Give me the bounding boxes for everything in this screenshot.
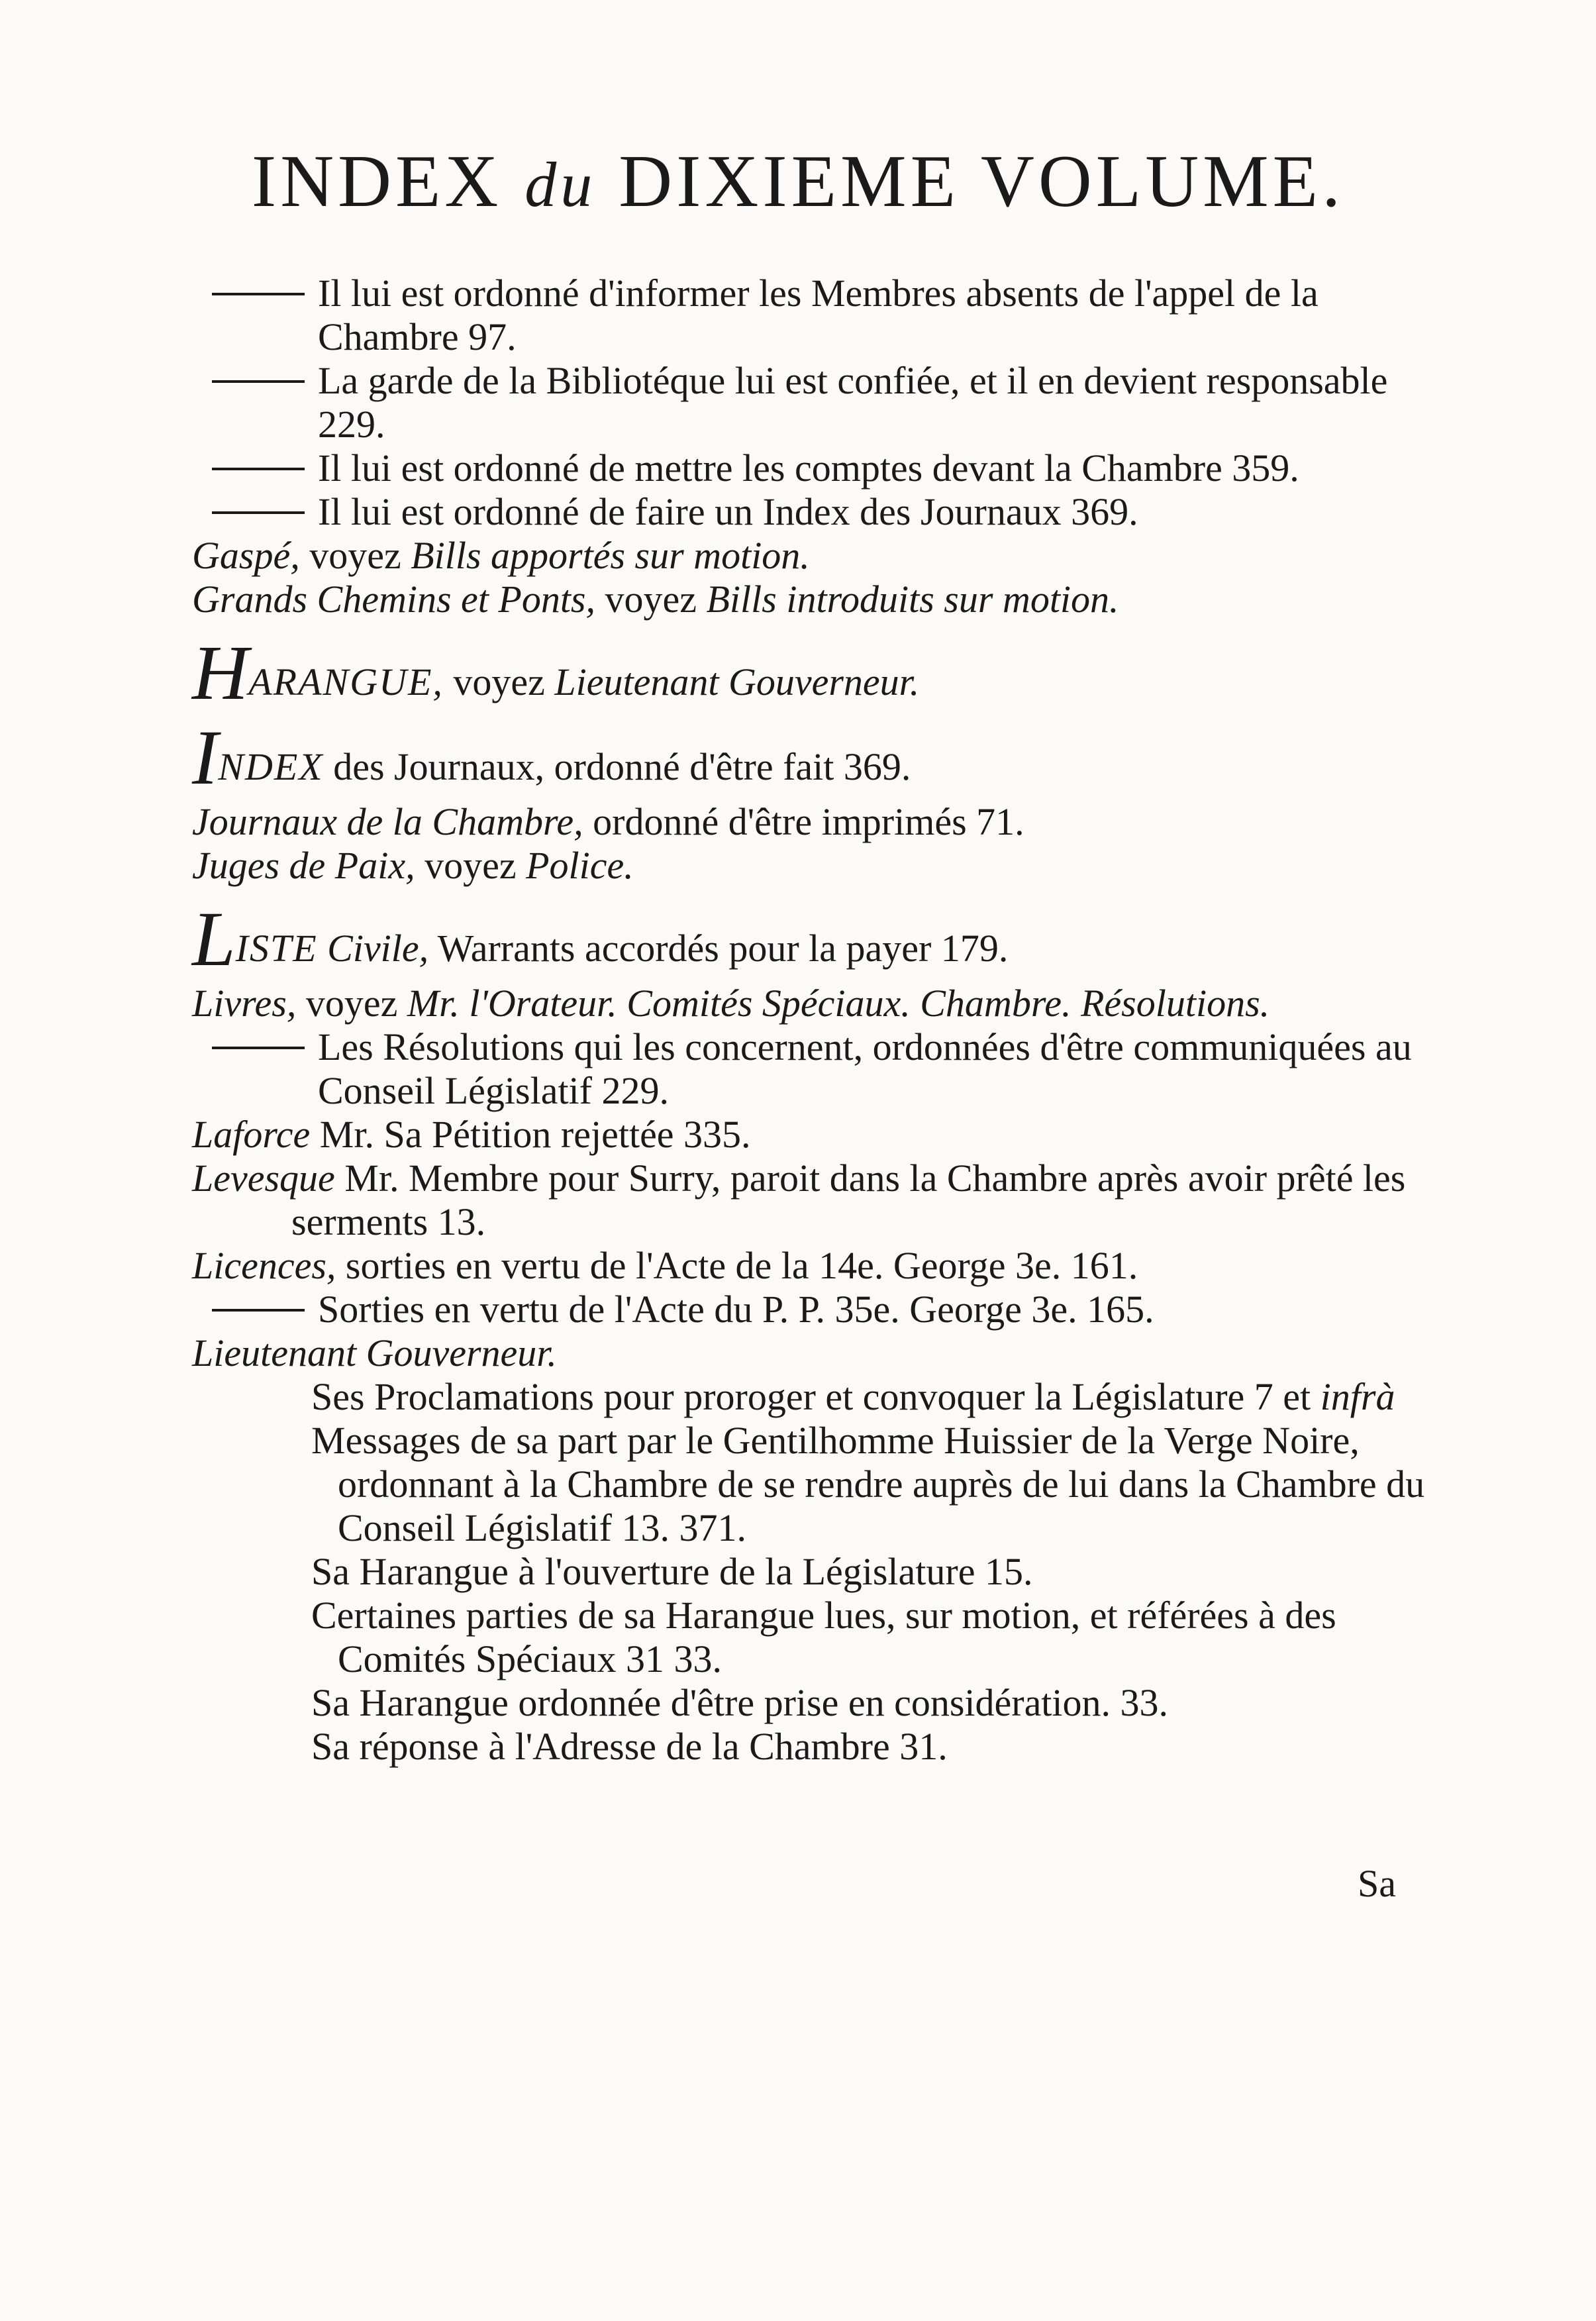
entry-text: Il lui est ordonné de mettre les comptes devant la Chambre 359. (318, 446, 1299, 490)
entry-text: Sa Harangue à l'ouverture de la Législature 15. (311, 1550, 1033, 1593)
entry-italic: infrà (1320, 1375, 1395, 1418)
title-du: du (524, 149, 597, 220)
entry-voyez: voyez (299, 534, 411, 577)
entry-reference: Police. (526, 844, 634, 887)
index-subentry (192, 272, 1450, 359)
entry-keyword: Laforce (192, 1113, 311, 1156)
entry-text: Les Résolutions qui les concernent, ordonnées d'être communiquées au Conseil Législatif 229. (318, 1025, 1412, 1112)
index-entry-liste-civile (192, 896, 1450, 982)
entry-keyword: Grands Chemins et Ponts, (192, 578, 595, 621)
entry-text: La garde de la Bibliotéque lui est confiée, et il en devient responsable 229. (318, 359, 1388, 446)
entry-keyword: NDEX (218, 745, 324, 788)
entry-keyword: Gaspé, (192, 534, 300, 577)
index-subentry (192, 359, 1450, 446)
index-subentry (192, 1288, 1450, 1331)
entry-text: sorties en vertu de l'Acte de la 14e. George 3e. 161. (336, 1244, 1138, 1287)
entry-keyword: Journaux de la Chambre, (192, 800, 583, 843)
entry-text: Sa réponse à l'Adresse de la Chambre 31. (311, 1725, 948, 1768)
index-entry-grands-chemins (192, 578, 1450, 621)
index-subentry (192, 1419, 1450, 1550)
entry-text: Warrants accordés pour la payer 179. (428, 927, 1009, 970)
page-title (0, 139, 1596, 225)
title-index: INDEX (251, 140, 503, 223)
entry-text: Sorties en vertu de l'Acte du P. P. 35e. George 3e. 165. (318, 1288, 1154, 1331)
entry-text: Il lui est ordonné d'informer les Membres absents de l'appel de la Chambre 97. (318, 272, 1319, 358)
entry-keyword: Licences, (192, 1244, 336, 1287)
catchword: Sa (1358, 1862, 1396, 1905)
title-volume: DIXIEME VOLUME. (619, 140, 1345, 223)
entry-text: Messages de sa part par le Gentilhomme Huissier de la Verge Noire, ordonnant à la Chambre de se rendre auprès de lui dans la Chambre du Conseil Législatif 13. 371. (311, 1419, 1425, 1549)
index-subentry (192, 1375, 1450, 1419)
index-subentry (192, 1025, 1450, 1113)
index-entry-index (192, 714, 1450, 801)
entry-keyword: ISTE (235, 927, 318, 970)
index-subentry (192, 1594, 1450, 1681)
dash-rule (212, 380, 305, 383)
index-entry-juges (192, 844, 1450, 888)
entry-reference: Bills introduits sur motion. (706, 578, 1119, 621)
index-subentry (192, 1725, 1450, 1769)
entry-keyword-cont: Civile, (317, 927, 429, 970)
entry-voyez: voyez (595, 578, 707, 621)
index-subentry (192, 1550, 1450, 1594)
dash-rule (212, 1047, 305, 1049)
entry-keyword: Livres, (192, 982, 297, 1025)
index-entry-gaspe (192, 534, 1450, 578)
index-entry-levesque (192, 1157, 1450, 1244)
entry-reference: Bills apportés sur motion. (411, 534, 810, 577)
index-entry-livres (192, 982, 1450, 1025)
dash-rule (212, 293, 305, 295)
dash-rule (212, 511, 305, 514)
entry-reference: Mr. l'Orateur. Comités Spéciaux. Chambre. Résolutions. (407, 982, 1270, 1025)
index-subentry (192, 1681, 1450, 1725)
index-subentry (192, 490, 1450, 534)
entry-text: Sa Harangue ordonnée d'être prise en considération. 33. (311, 1681, 1169, 1724)
entry-voyez: voyez (296, 982, 407, 1025)
entry-keyword: Juges de Paix, (192, 844, 415, 887)
index-entry-licences (192, 1244, 1450, 1288)
index-entry-harangue (192, 629, 1450, 716)
entry-text: Certaines parties de sa Harangue lues, sur motion, et référées à des Comités Spéciaux 31 33. (311, 1594, 1336, 1680)
entry-initial: I (192, 714, 219, 801)
entry-text: Ses Proclamations pour proroger et convoquer la Législature 7 et (311, 1375, 1321, 1418)
entry-reference: Lieutenant Gouverneur. (554, 660, 920, 703)
index-entry-lieutenant (192, 1331, 1450, 1375)
index-entry-laforce (192, 1113, 1450, 1157)
index-subentry (192, 446, 1450, 490)
entry-text: des Journaux, ordonné d'être fait 369. (323, 745, 911, 788)
entry-text: Mr. Membre pour Surry, paroit dans la Chambre après avoir prêté les serments 13. (291, 1157, 1406, 1243)
entry-voyez: voyez (415, 844, 526, 887)
entry-keyword: Lieutenant Gouverneur. (192, 1331, 557, 1374)
index-entries (192, 272, 1450, 1769)
index-entry-journaux (192, 800, 1450, 844)
entry-keyword: ARANGUE, (248, 660, 444, 703)
entry-text: Mr. Sa Pétition rejettée 335. (310, 1113, 751, 1156)
entry-text: ordonné d'être imprimés 71. (583, 800, 1024, 843)
dash-rule (212, 1309, 305, 1312)
dash-rule (212, 468, 305, 470)
entry-voyez: voyez (443, 660, 555, 703)
entry-keyword: Levesque (192, 1157, 335, 1200)
entry-initial: H (192, 629, 249, 716)
entry-text: Il lui est ordonné de faire un Index des Journaux 369. (318, 490, 1138, 533)
entry-initial: L (192, 896, 236, 982)
